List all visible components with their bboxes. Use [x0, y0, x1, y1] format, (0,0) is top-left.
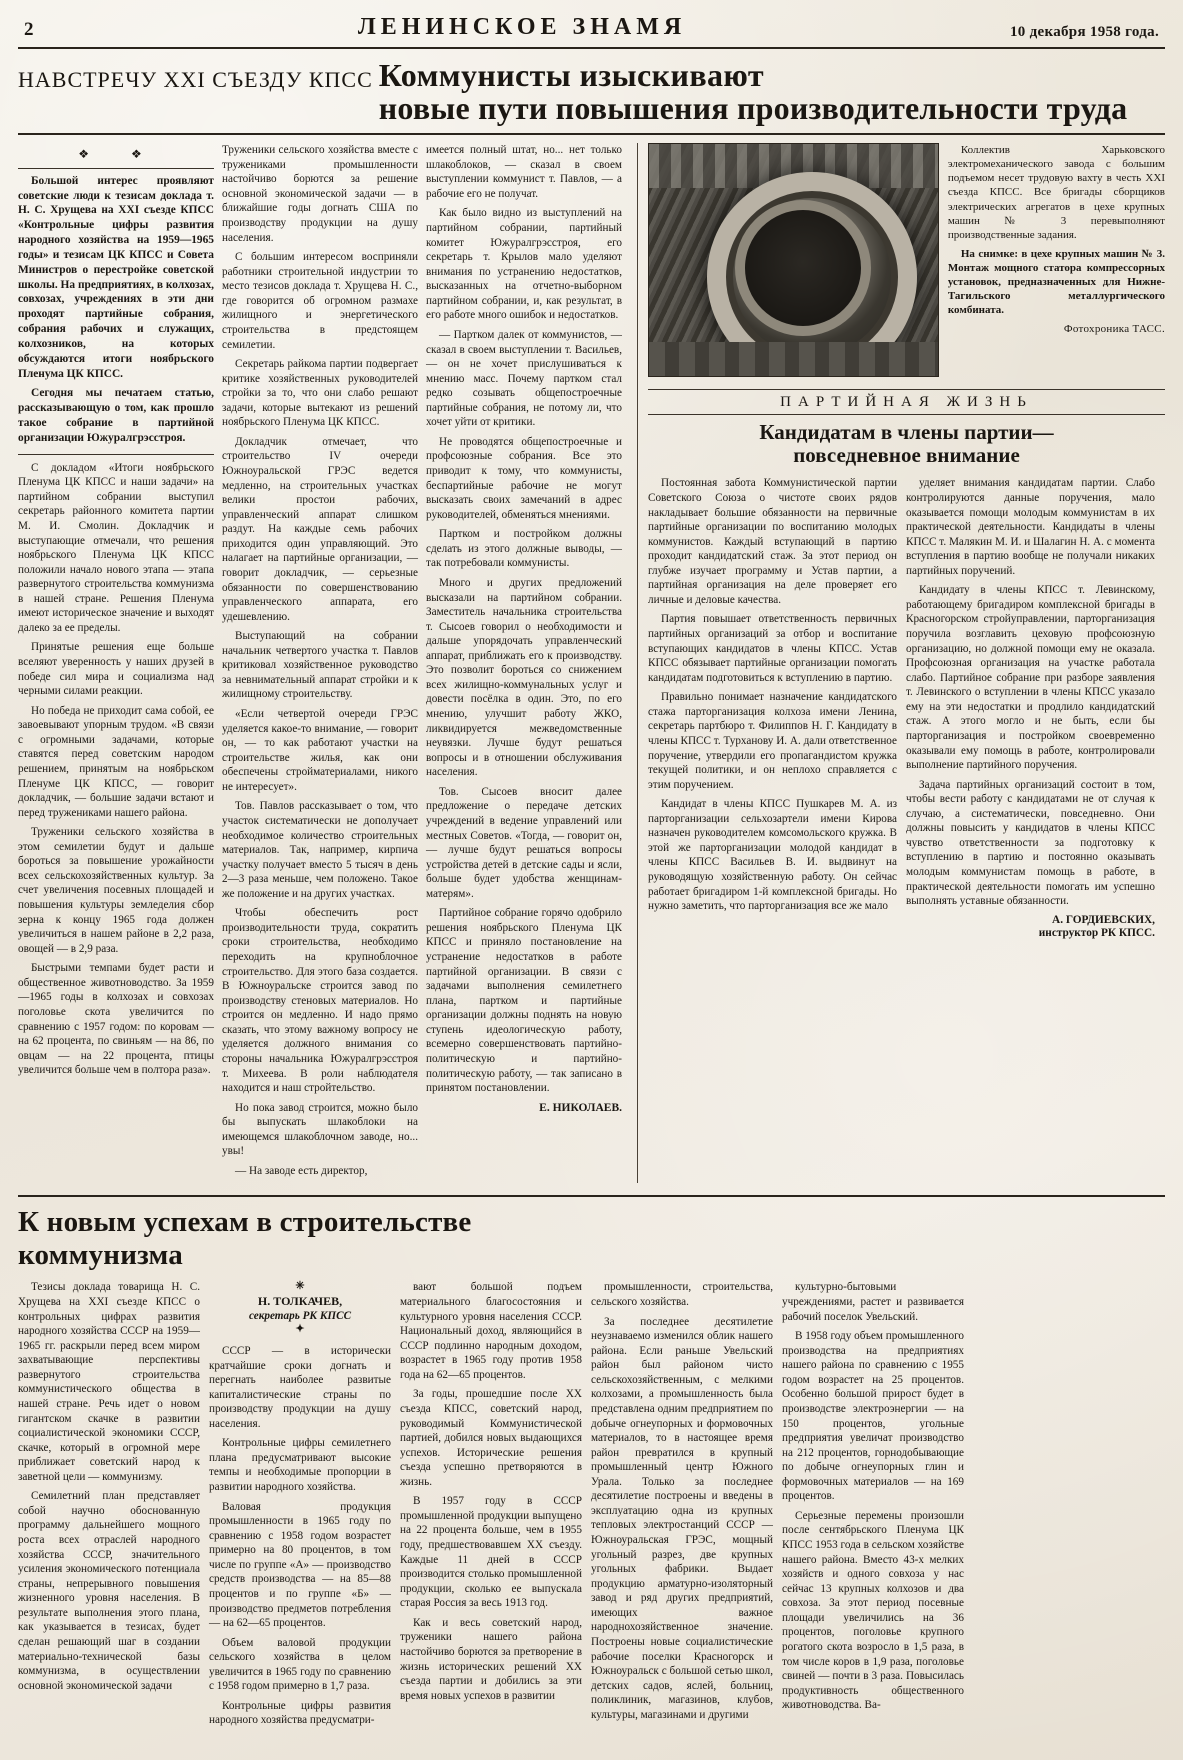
caption-paragraph-1: Коллектив Харьковского электромеханического завода с большим подъемом несет трудовую вахту в честь XXI съезда КПСС. Все бригады сборщиков электрических агрегатов в цехе крупных машин № 3 перевыполняют производственные задания.: [947, 144, 1165, 241]
paragraph: Не проводятся общепостроечные и профсоюзные собрания. Все это приводит к тому, что коммунисты, беспартийные рабочие не могут высказать своих замечаний в адрес руководителей, обменяться мнениями.: [426, 435, 622, 521]
right-column: [637, 143, 1165, 1183]
article-column-1: [18, 143, 214, 1183]
paragraph: Кандидат в члены КПСС Пушкарев М. А. из парторганизации сельхозартели имени Кирова назначен руководителем комсомольского кружка. В этой же парторганизации молодой кандидат в члены КПСС Васильев В. И. выдвинут на руководящую хозяйственную работу. Он сейчас работает бригадиром 1-й комплексной бригады. Но нужно заметить, что парторганизация все же мало: [648, 798, 897, 913]
masthead: [18, 0, 1165, 49]
article-kicker: НАВСТРЕЧУ XXI СЪЕЗДУ КПСС: [18, 67, 373, 92]
paragraph: Серьезные перемены произошли после сентябрьского Пленума ЦК КПСС 1953 года в сельском хозяйстве нашего района. Вместо 43-х мелких хозяйств и одного совхоза у нас сейчас 13 крупных колхозов и два совхоза. За этот период посевные площади увеличились на 36 процентов, поголовье крупного рогатого скота возросло в 1,5 раза, в том числе коров в 1,9 раза, поголовье свиней — почти в 3 раза. Повысилась продуктивность общественного животноводства. Ва-: [782, 1509, 964, 1712]
paragraph: Партийное собрание горячо одобрило решения ноябрьского Пленума ЦК КПСС и приняло постановление на устранение недостатков в работе партийной организации. В связи с задачами выполнения семилетнего плана, партком и партийные организации должны поднять на новую ступень идеологическую работу, всемерно совершенствовать партийно-политическую и партийно-политическую работу, — так записано в принятом постановлении.: [426, 907, 622, 1095]
paragraph: — Партком далек от коммунистов, — сказал в своем выступлении т. Васильев, — он не хочет прислушиваться к мнению масс. Почему партком стал редко созывать общепостроечные партийные собрания, не потому ли, что хочет уйти от критики.: [426, 328, 622, 429]
paragraph: Контрольные цифры развития народного хозяйства предусматри-: [209, 1699, 391, 1727]
paragraph: уделяет внимания кандидатам партии. Слабо контролируются данные поручения, мало оказывается помощи молодым коммунистам в их практической деятельности. Кандидаты в члены КПСС т. Малякин М. И. и Шалагин Н. А. с момента вступления в партию вообще не получали никаких партийных поручений.: [906, 477, 1155, 577]
article-column-2: [222, 143, 418, 1183]
paragraph: В 1957 году в СССР промышленной продукции выпущено на 22 процента больше, чем в 1955 году, предшествовавшем XX съезду. Каждые 11 дней в СССР производится столько промышленной продукции, сколько ее выпускала старая Россия за весь 1913 год.: [400, 1495, 582, 1610]
article-column-3: [426, 143, 622, 1183]
paragraph: Но пока завод строится, можно было бы выпускать шлакоблоки на имеющемся шлакоблочном заводе, но... увы!: [222, 1101, 418, 1158]
party-life-headline-line-2: повседневное внимание: [793, 443, 1020, 468]
lead-paragraph-2: Сегодня мы печатаем статью, рассказывающую о том, как прошло такое собрание в партийной организации Южуралгрэсстроя.: [18, 387, 214, 444]
bottom-headline: К новым успехам в строительстве коммунизма: [18, 1206, 472, 1272]
issue-date: 10 декабря 1958 года.: [1009, 24, 1159, 40]
paragraph: Но победа не приходит сама собой, ее завоевывают упорным трудом. «В связи с огромными задачами, которые ставятся перед советским народом решением, принятым на ноябрьском Пленуме ЦК КПСС, — говорит докладчик, — большие задачи встают и перед тружениками нашего района.: [18, 704, 214, 819]
paragraph: Труженики сельского хозяйства вместе с тружениками промышленности настойчиво борются за решение основной экономической задачи — в ближайшие годы догнать США по производству продукции на душу населения.: [222, 144, 418, 244]
top-section: [18, 143, 1165, 1183]
paragraph: За последнее десятилетие неузнаваемо изменился облик нашего района. Если раньше Увельский район был районом чисто сельскохозяйственным, с мелкими колхозами, а промышленность была представлена одним предприятием по добыче огнеупорных и формовочных материалов, то в настоящее время район превратился в крупный промышленный центр Южного Урала. Только за последнее десятилетие построены и введены в эксплуатацию одна из крупных тепловых электростанций СССР — Южноуральская ГРЭС, мощный угольный разрез, две крупных угольных фабрики. Выдает продукцию арматурно-изоляторный завод и ряд других предприятий, имеющих важное народнохозяйственное значение. Построены новые социалистические рабочие поселки Красногорск и Южноуральск с большой сетью школ, детских садов, яслей, больниц, поликлиник, магазинов, клубов, культуры, магазинами и другими: [591, 1315, 773, 1721]
party-life-headline: [648, 421, 1165, 467]
paragraph: имеется полный штат, но... нет только шлакоблоков, — сказал в своем выступлении коммунист т. Павлов, — а рабочие его не получат.: [426, 144, 622, 200]
bottom-article-columns: [18, 1280, 1165, 1733]
paragraph: Много и других предложений высказали на партийном собрании. Заместитель начальника строительства т. Сысоев говорил о необходимости и дальше упорядочать управленческий аппарат, приближать его к производству. Это позволит бороться со снижением всех жилищно-коммунальных услуг и довести посёлка в один. Это, по его мнению, улучшит работу ЖКО, ликвидируется межведомственные неувязки. Лучше будут решаться вопросы и в отношении обслуживания населения.: [426, 576, 622, 779]
press-photo: [648, 143, 939, 377]
bottom-column-1: [18, 1280, 200, 1733]
paragraph: «Если четвертой очереди ГРЭС уделяется какое-то внимание, — говорит он, — то как работают участки на строительстве жилья, как они обеспечены стройматериалами, никого не интересует».: [222, 708, 418, 793]
photo-caption: [948, 143, 1165, 377]
paragraph: Тов. Сысоев вносит далее предложение о передаче детских учреждений в ведение управлений или местных Советов. «Тогда, — говорит он, — лучше будут решаться вопросы устройства детей в детские сады и ясли, больше будет удобства женщинам-матерям».: [426, 785, 622, 900]
author-block: [209, 1280, 391, 1337]
paragraph: Тов. Павлов рассказывает о том, что участок систематически не дополучает необходимое количество строительных материалов. Так, например, кирпича участку получает вместо 5 тысяч в день 2—3 раза меньше, чем положено. Такое же положение и на других участках.: [222, 800, 418, 900]
party-life-columns: [648, 476, 1165, 940]
paragraph: Тезисы доклада товарища Н. С. Хрущева на XXI съезде КПСС о контрольных цифрах развития народного хозяйства СССР на 1959—1965 гг. раскрыли перед всем миром захватывающие перспективы развернутого строительства коммунистического общества в нашей стране. Речь идет о новом гигантском скачке в развитии социалистической экономики СССР, скачке, который в огромной мере приближает советский народ к заветной цели — коммунизму.: [18, 1281, 200, 1483]
section-divider: [18, 1195, 1165, 1197]
paragraph: Кандидату в члены КПСС т. Левинскому, работающему бригадиром комплексной бригады в Красногорском стройуправлении, парторганизация поручила возглавить цеховую профсоюзную организацию, но должной помощи ему не оказала. Профсоюзная организация на участке работала слабо. Партийное собрание при разборе заявления т. Левинского о вступлении в члены КПСС указало ему на эти недостатки и продлило кандидатский стаж. А этого могло и не быть, если бы парторганизация и постройком своевременно оказывали ему помощь в работе, контролировали выполнение партийного поручения.: [906, 584, 1155, 772]
ornament-star-bottom: ✦: [295, 1323, 305, 1336]
lead-box: [18, 168, 214, 455]
paragraph: Докладчик отмечает, что строительство IV очереди Южноуральской ГРЭС ведется медленно, на строительных участках велики простои рабочих, управленческий аппарат слишком раздут. На каждые семь рабочих приходится один управляющий. Это налагает на партийные организации, — говорит докладчик, — серьезные обязанности по совершенствованию управленческого аппарата, его удешевлению.: [222, 435, 418, 623]
paragraph: Труженики сельского хозяйства в этом семилетии будут и дальше бороться за повышение урожайности всех сельскохозяйственных культур. За счет увеличения посевных площадей и повышения культуры земледелия сбор зерна к концу 1965 года должен увеличиться в нашем районе в 2,2 раза, овощей — в 2,9 раза.: [18, 826, 214, 955]
paragraph: — На заводе есть директор,: [235, 1164, 368, 1177]
paragraph: Выступающий на собрании начальник четвертого участка т. Павлов критиковал хозяйственное руководство за невнимательный аппарат стройки и к жилищному строительству.: [222, 630, 418, 701]
paragraph: вают большой подъем материального благосостояния и культурного уровня населения СССР. Национальный доход, являющийся в СССР подлинно народным доходом, возрастет в 1965 году против 1958 года на 62—65 процентов.: [400, 1281, 582, 1381]
lead-paragraph-1: Большой интерес проявляют советские люди к тезисам доклада т. Н. С. Хрущева на XXI съезде КПСС «Контрольные цифры развития народного хозяйства на 1959—1965 годы» и тезисам ЦК КПСС и Совета Министров о перестройке советской школы. На предприятиях, в колхозах, совхозах, учреждениях в эти дни проходят партийные собрания, собрания рабочих и служащих, колхозников, на которых обсуждаются итоги ноябрьского Пленума ЦК КПСС.: [18, 174, 214, 380]
paragraph: С большим интересом восприняли работники строительной индустрии то место тезисов доклада т. Хрущева Н. С., где говорится об огромном размахе жилищного и энергетического строительства в предстоящем семилетии.: [222, 251, 418, 351]
bottom-column-4: [591, 1280, 773, 1733]
paragraph: Постоянная забота Коммунистической партии Советского Союза о чистоте своих рядов накладывает большие обязанности на первичные партийные организации по воспитанию молодых коммунистов. Каждый вступающий в партию проходит кандидатский стаж. За этот период он глубже изучает программу и Устав партии, а партийная организация на деле проверяет его личные и деловые качества.: [648, 477, 897, 606]
paragraph: Как и весь советский народ, труженики нашего района настойчиво борются за претворение в жизнь исторических решений XX съезда партии и добились за эти время новых успехов в развитии: [400, 1616, 582, 1702]
paragraph: За годы, прошедшие после XX съезда КПСС, советский народ, руководимый Коммунистической партией, добился новых выдающихся успехов. Исторические решения съезда успешно претворяются в жизнь.: [400, 1388, 582, 1488]
paragraph: СССР — в исторически кратчайшие сроки догнать и перегнать наиболее развитые капиталистические страны по производству продукции на душу населения.: [209, 1344, 391, 1430]
bottom-column-2: [209, 1280, 391, 1733]
paragraph: Чтобы обеспечить рост производительности труда, сократить сроки строительства, необходимо переходить на крупноблочное строительство. Для этого база создается. В Южноуральске строится завод по производству стеновых материалов. Но строится он медленно. И надо прямо сказать, что этому важному вопросу не уделяется должного внимания со стороны начальника Южуралгрэсстроя т. Михеева. В роли наблюдателя находится и наш стройтельство.: [222, 907, 418, 1095]
paragraph: Как было видно из выступлений на партийном собрании, партийный комитет Южуралгрэсстроя, его секретарь т. Крылов мало уделяют внимания по устранению недостатков, высказанных на отчетно-выборном партийном собрании, и, как результат, в его работе много ошибок и недостатков.: [426, 207, 622, 322]
page-number: 2: [24, 19, 34, 40]
bottom-column-5: [782, 1280, 964, 1733]
party-life-signature-name: А. ГОРДИЕВСКИХ,: [1052, 913, 1155, 926]
caption-paragraph-2: На снимке: в цехе крупных машин № 3. Монтаж мощного статора компрессорных установок, предназначенных для Нижне-Тагильского металлургического комбината.: [947, 247, 1165, 317]
paragraph: Объем валовой продукции сельского хозяйства в целом увеличится в 1965 году по сравнению с 1958 годом примерно в 1,7 раза.: [209, 1636, 391, 1693]
article-signature: Е. НИКОЛАЕВ.: [539, 1101, 622, 1114]
ornament-top: ❖ ❖: [78, 147, 154, 162]
photo-block: [648, 143, 1165, 377]
paragraph: Партком и постройком должны сделать из этого должные выводы, — так потребовали коммунисты.: [426, 528, 622, 570]
author-role: секретарь РК КПСС: [248, 1310, 352, 1323]
party-life-column-2: [906, 476, 1155, 940]
photo-stator-core: [735, 200, 871, 336]
paragraph: промышленности, строительства, сельского хозяйства.: [591, 1281, 773, 1309]
photo-floor: [649, 342, 938, 376]
party-life-headline-line-1: Кандидатам в члены партии—: [759, 420, 1054, 445]
main-article-columns: [18, 143, 627, 1183]
paragraph: Партия повышает ответственность первичных партийных организаций за отбор и воспитание вступающих кандидатов в члены КПСС. Устав КПСС обязывает партийные организации помогать кандидатам подготовиться к вступлению в партию.: [648, 613, 897, 684]
bottom-article: [18, 1206, 1165, 1733]
section-title-party-life: ПАРТИЙНАЯ ЖИЗНЬ: [648, 389, 1165, 415]
bottom-column-3: [400, 1280, 582, 1733]
paragraph: Секретарь райкома партии подвергает критике хозяйственных руководителей стройки за то, что они слабо решают задачи, которые вытекают из решений ноябрьского Пленума ЦК КПСС.: [222, 358, 418, 429]
paragraph: Правильно понимает назначение кандидатского стажа парторганизация колхоза имени Ленина, секретарь партбюро т. Филиппов Н. Г. Кандидату в члены КПСС т. Турханову И. А. дали ответственное поручение, утвердили его пропагандистом кружка текущей политики, и он неплохо справляется с этим поручением.: [648, 691, 897, 791]
headline-line-2: новые пути повышения производительности труда: [378, 89, 1128, 126]
paragraph: Контрольные цифры семилетнего плана предусматривают высокие темпы и необходимые пропорции в развитии народного хозяйства.: [209, 1437, 391, 1494]
paragraph: Семилетний план представляет собой научно обоснованную программу дальнейшего мощного роста всех отраслей народного хозяйства СССР, значительного усиления экономического потенциала страны, непрерывного повышения жизненного уровня населения. В результате выполнения этого плана, как указывается в тезисах, будет сделан решающий шаг в создании материально-технической базы коммунизма, в осуществлении основной экономической задачи: [18, 1490, 200, 1692]
headline-line-1: Коммунисты изыскивают: [378, 57, 764, 93]
main-headline: [379, 59, 1165, 125]
main-headline-block: [18, 59, 1165, 125]
paragraph: культурно-бытовыми учреждениями, растет и развивается рабочий поселок Увельский.: [782, 1281, 964, 1323]
author-name: Н. ТОЛКАЧЕВ,: [257, 1294, 343, 1309]
party-life-column-1: [648, 476, 897, 940]
headline-rule: [18, 133, 1165, 135]
paragraph: С докладом «Итоги ноябрьского Пленума ЦК КПСС и наши задачи» на партийном собрании выступил секретарь районного комитета партии М. И. Смолин. Докладчик и выступающие отмечали, что решения ноябрьского Пленума ЦК КПСС положили начало нового этапа — этапа развернутого строительства коммунизма в нашей стране. Решения Пленума имеют историческое значение и выходят далеко за ее пределы.: [18, 461, 214, 634]
paragraph: Валовая продукция промышленности в 1965 году по сравнению с 1958 годом возрастет примерно на 80 процентов, в том числе по группе «А» — производство средств производства — на 85—88 процентов и по группе «Б» — производство предметов потребления — на 62—65 процентов.: [209, 1500, 391, 1630]
photo-credit: Фотохроника ТАСС.: [1063, 323, 1165, 336]
paragraph: В 1958 году объем промышленного производства на предприятиях нашего района по сравнению с 1955 годом возрастет на 25 процентов. Особенно большой прирост будет в производстве электроэнергии — на 150 процентов, угольные предприятия увеличат производство на 212 процентов, горнодобывающие по добыче огнеупорных глин и формовочных материалов — на 169 процентов.: [782, 1330, 964, 1503]
paper-title: ЛЕНИНСКОЕ ЗНАМЯ: [357, 14, 687, 40]
ornament-star: ✳: [295, 1280, 305, 1293]
paragraph: Задача партийных организаций состоит в том, чтобы вести работу с кандидатами не от случая к случаю, а систематически, повседневно. Они должны повысить у кандидатов в члены КПСС чувство ответственности за подготовку к вступлению в партию и постоянно оказывать молодым коммунистам помощь в работе, в практической деятельности помогать им успешно выполнять уставные обязанности.: [906, 778, 1155, 908]
party-life-signature-role: инструктор РК КПСС.: [1038, 927, 1155, 940]
paragraph: Быстрыми темпами будет расти и общественное животноводство. За 1959—1965 годы в колхозах и совхозах поголовье скота увеличится по сравнению с 1957 годом: по коровам — на 62 процента, по свиньям — на 86, по овцам — на 22 процента, птицы увеличится больше чем в полтора раза».: [18, 962, 214, 1077]
paragraph: Принятые решения еще больше вселяют уверенность у наших друзей в победе сил мира и социализма над черными силами реакции.: [18, 641, 214, 698]
